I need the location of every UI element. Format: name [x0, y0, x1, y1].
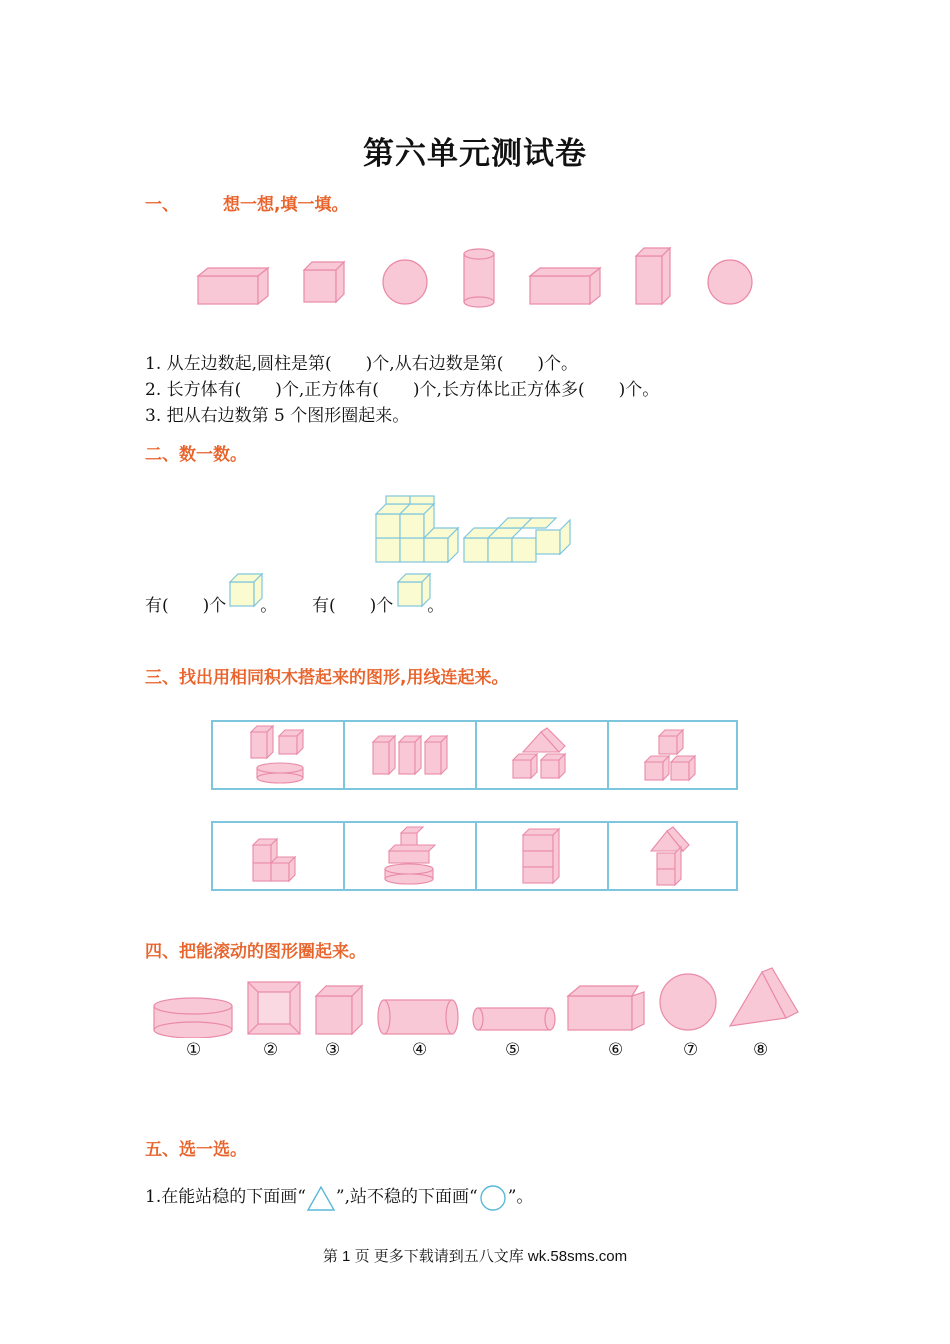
block-cell[interactable] — [345, 722, 477, 788]
section1-heading — [145, 190, 348, 215]
section2-heading: 二、数一数。 — [145, 445, 247, 465]
page-title: 第六单元测试卷 — [363, 136, 587, 172]
q1-part-c: ”。 — [507, 1187, 534, 1207]
block-cell[interactable] — [477, 722, 609, 788]
answer-b-suffix: 。 — [427, 596, 445, 616]
thin-cylinder-icon — [473, 1008, 555, 1030]
lying-cylinder-icon — [378, 1000, 458, 1034]
cuboid-icon — [530, 268, 600, 304]
section1-question-1: 1. 从左边数起,圆柱是第( )个,从右边数是第( )个。 — [145, 354, 578, 374]
section4-heading: 四、把能滚动的图形圈起来。 — [145, 942, 366, 962]
section5-question-1 — [145, 1182, 533, 1212]
cube-stack-figure — [372, 494, 577, 566]
block-figure-icon — [345, 722, 475, 788]
block-figure-icon — [477, 722, 607, 788]
square-frame-icon — [248, 982, 300, 1034]
cylinder-icon — [464, 249, 494, 307]
block-cell[interactable] — [213, 722, 345, 788]
section1-question-2: 2. 长方体有( )个,正方体有( )个,长方体比正方体多( )个。 — [145, 380, 660, 400]
q1-part-b: ”,站不稳的下面画“ — [335, 1187, 478, 1207]
answer-a-suffix: 。 — [260, 596, 278, 616]
shape-label-7: ⑦ — [683, 1040, 699, 1060]
block-cell[interactable] — [213, 823, 345, 889]
small-cube-icon — [396, 572, 432, 608]
answer-a-prefix: 有( )个 — [145, 596, 227, 616]
section1-heading-prefix: 一、 — [145, 195, 179, 215]
block-figure-icon — [213, 722, 343, 788]
page-footer: 第 1 页 更多下载请到五八文库 wk.58sms.com — [322, 1248, 628, 1265]
block-figure-icon — [609, 823, 739, 889]
block-cell[interactable] — [609, 722, 739, 788]
block-cell[interactable] — [345, 823, 477, 889]
block-figure-icon — [609, 722, 739, 788]
section1-question-3: 3. 把从右边数第 5 个图形圈起来。 — [145, 406, 410, 426]
shape-label-8: ⑧ — [753, 1040, 769, 1060]
cube-icon — [304, 262, 344, 302]
triangle-icon — [306, 1184, 336, 1212]
shape-label-2: ② — [263, 1040, 279, 1060]
section5-heading: 五、选一选。 — [145, 1140, 247, 1160]
sphere-icon — [383, 260, 427, 304]
shape-label-1: ① — [186, 1040, 202, 1060]
sphere-icon — [708, 260, 752, 304]
shape-label-6: ⑥ — [608, 1040, 624, 1060]
block-figure-icon — [345, 823, 475, 889]
triangular-prism-icon — [730, 968, 798, 1026]
shape-label-3: ③ — [325, 1040, 341, 1060]
block-cell[interactable] — [477, 823, 609, 889]
block-figure-icon — [477, 823, 607, 889]
answer-b-prefix: 有( )个 — [312, 596, 394, 616]
block-table-bottom — [211, 821, 738, 891]
tall-cuboid-icon — [636, 248, 670, 304]
block-cell[interactable] — [609, 823, 739, 889]
block-table-top — [211, 720, 738, 790]
cube-icon — [316, 986, 362, 1034]
section1-shape-row — [190, 244, 770, 310]
cuboid-icon — [198, 268, 268, 304]
small-cube-icon — [228, 572, 264, 608]
rolling-shapes-row — [148, 966, 804, 1038]
short-cylinder-icon — [154, 998, 232, 1038]
shape-label-5: ⑤ — [505, 1040, 521, 1060]
cuboid-icon — [568, 986, 644, 1030]
section3-heading: 三、找出用相同积木搭起来的图形,用线连起来。 — [145, 668, 509, 688]
block-figure-icon — [213, 823, 343, 889]
q1-part-a: 1.在能站稳的下面画“ — [145, 1187, 306, 1207]
sphere-icon — [660, 974, 716, 1030]
section1-heading-text: 想一想,填一填。 — [223, 195, 349, 215]
shape-label-4: ④ — [412, 1040, 428, 1060]
circle-icon — [478, 1184, 508, 1212]
